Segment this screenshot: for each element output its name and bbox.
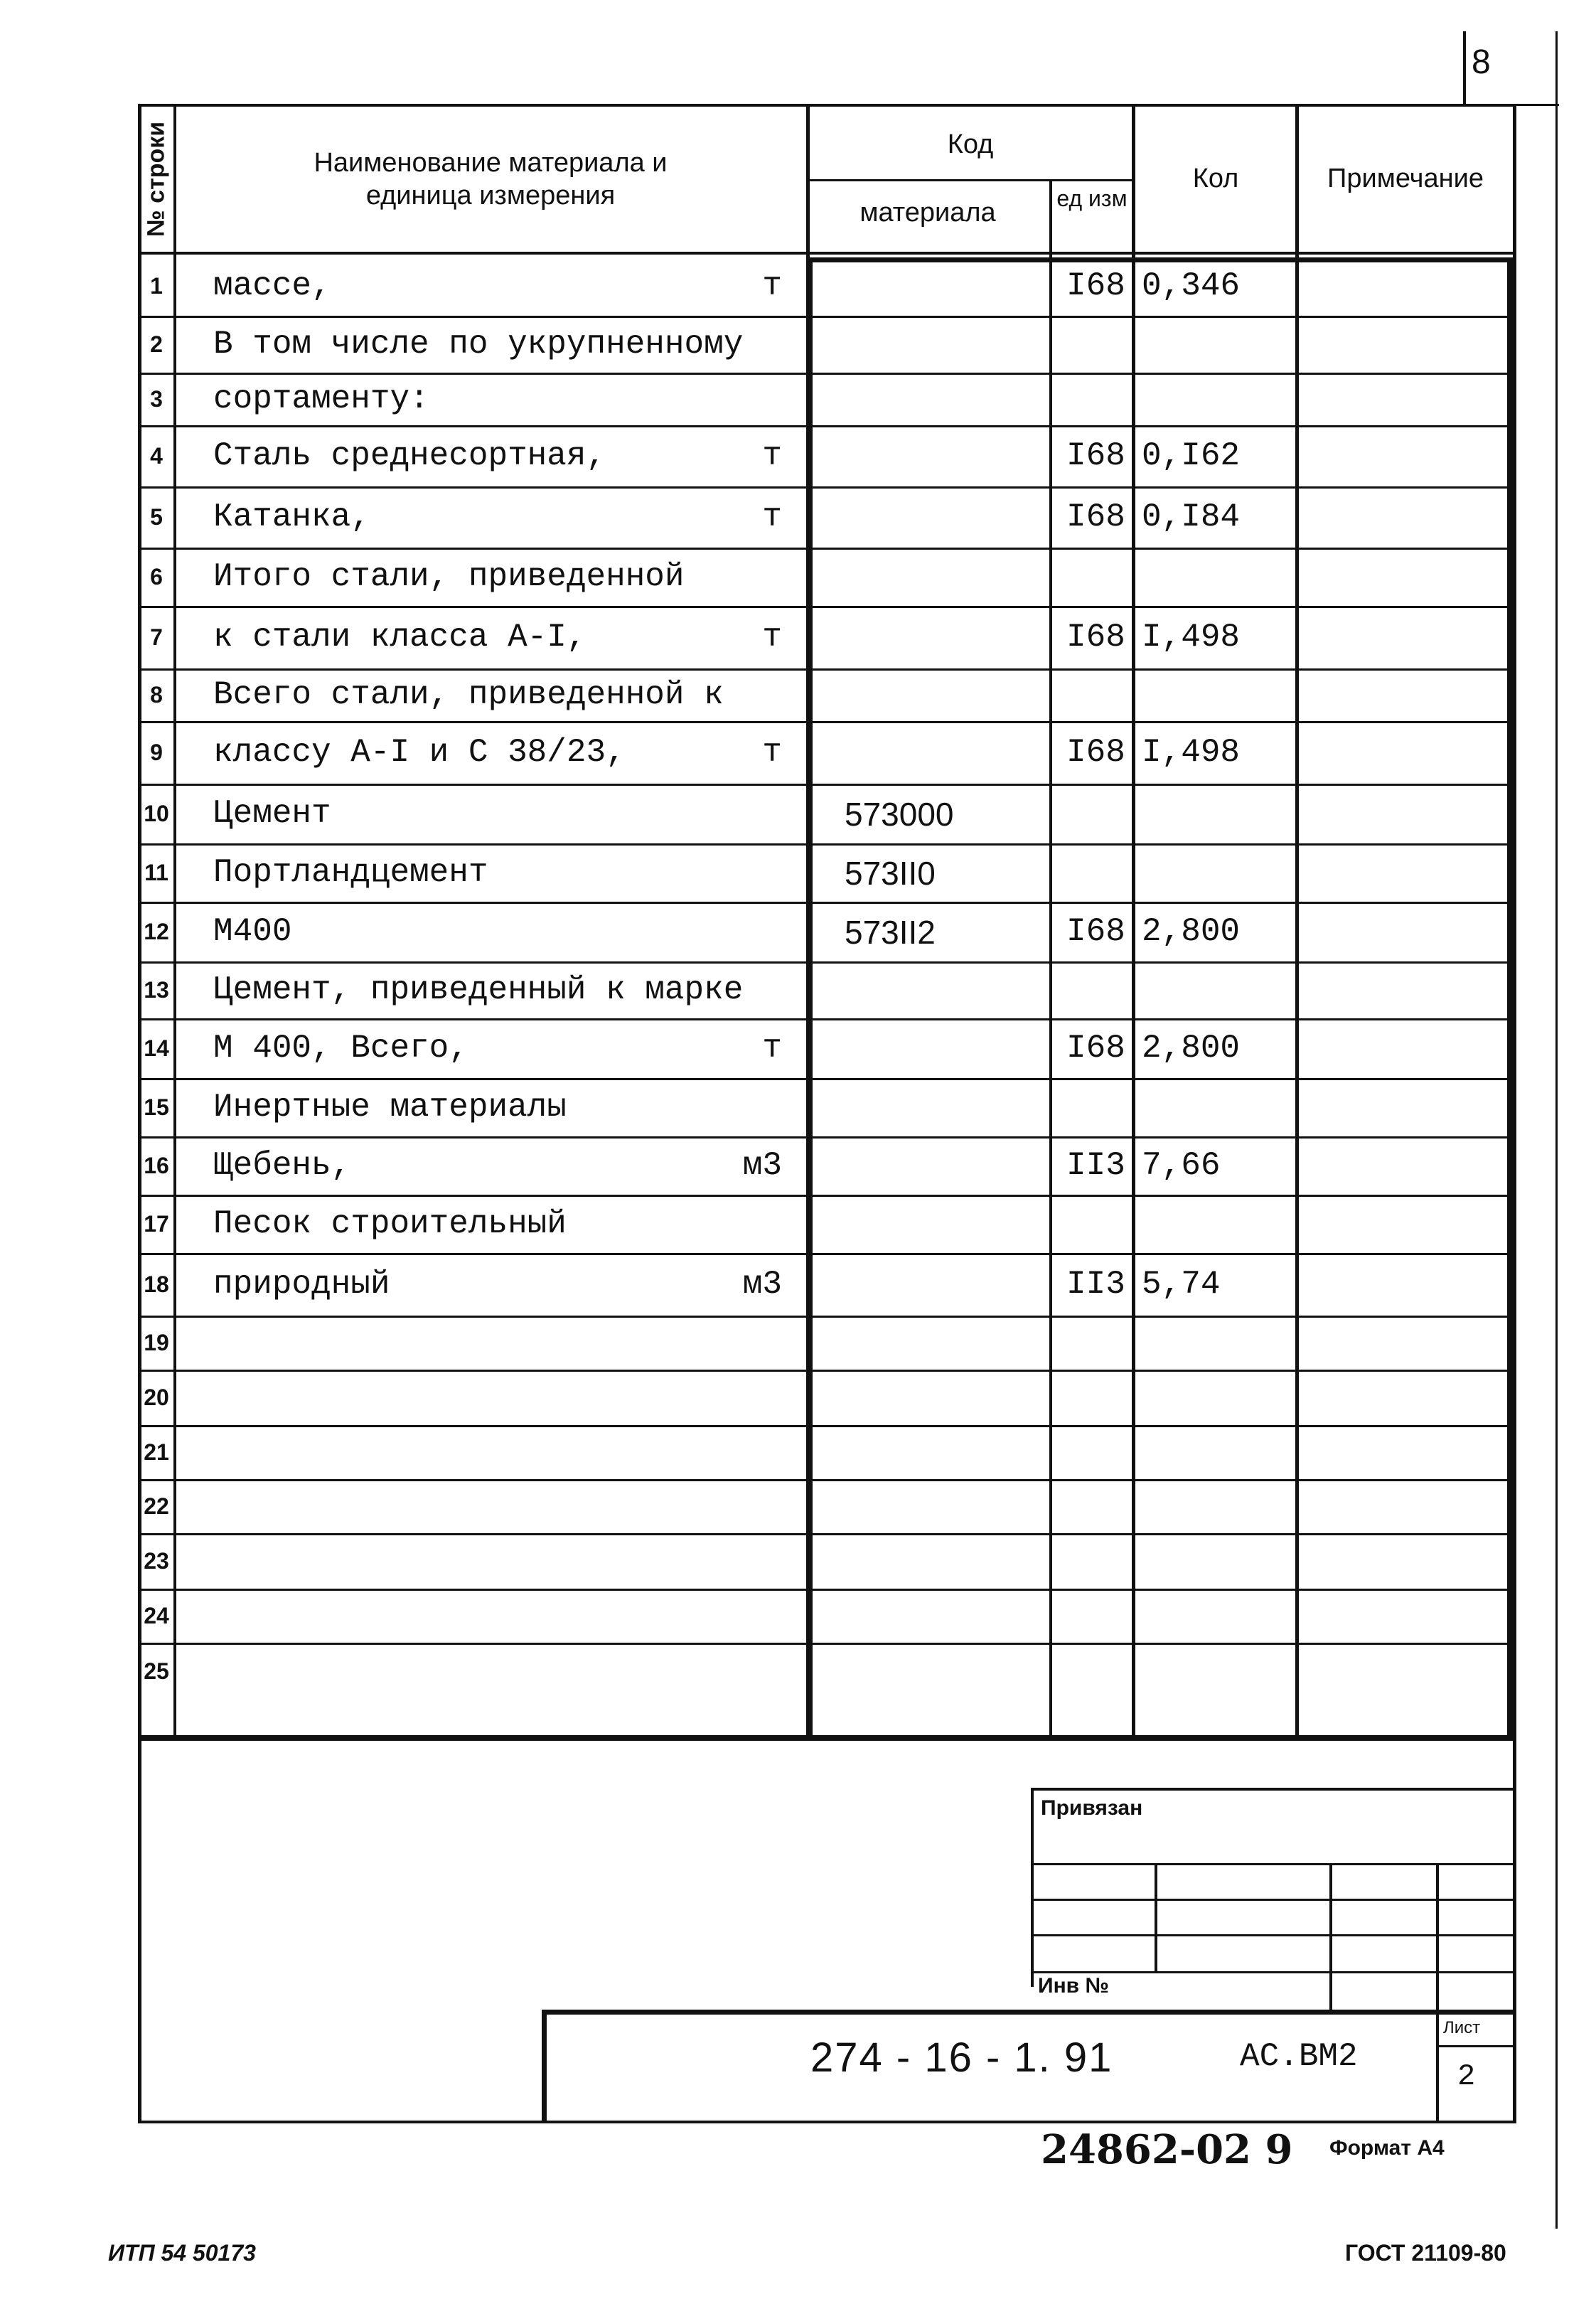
material-name: Портландцемент (213, 854, 488, 891)
row-number: 25 (144, 1658, 169, 1684)
unit-code: I68 (1066, 267, 1125, 304)
material-name: природный (213, 1266, 390, 1303)
unit-of-measure: т (762, 267, 782, 304)
row-number: 14 (144, 1035, 169, 1061)
material-name: к стали класса А-I, (213, 619, 587, 656)
row-divider (139, 1018, 1513, 1020)
frame-bottom (138, 2121, 1516, 2123)
material-code: 573II0 (845, 855, 936, 892)
format-label: Формат А4 (1329, 2136, 1445, 2160)
row-divider (139, 486, 1513, 489)
row-divider (139, 316, 1513, 318)
material-name: В том числе по укрупненному (213, 326, 744, 363)
material-code: 573II2 (845, 914, 936, 951)
table-bottom (138, 1735, 1516, 1741)
row-number: 9 (150, 740, 163, 765)
row-divider (139, 668, 1513, 671)
material-name: Итого стали, приведенной (213, 558, 685, 595)
unit-code: I68 (1066, 498, 1125, 535)
code-material-header: материала (859, 198, 996, 228)
unit-code: I68 (1066, 734, 1125, 771)
quantity: 0,346 (1142, 267, 1241, 304)
sheet-cell-divider (1436, 2045, 1514, 2047)
material-name: Инертные материалы (213, 1089, 567, 1126)
row-number: 20 (144, 1385, 169, 1410)
row-number: 4 (150, 443, 163, 469)
row-divider (139, 1589, 1513, 1591)
material-name: М400 (213, 913, 292, 950)
body-right-thick (1507, 257, 1514, 1741)
unit-code: II3 (1066, 1266, 1125, 1303)
material-code: 573000 (845, 796, 954, 833)
inv-no-label: Инв № (1038, 1974, 1109, 1998)
material-name: Песок строительный (213, 1205, 567, 1242)
quantity: 0,I62 (1142, 437, 1241, 474)
row-divider (139, 1195, 1513, 1197)
material-name: массе, (213, 267, 331, 304)
unit-of-measure: м3 (742, 1147, 782, 1184)
row-divider (139, 548, 1513, 550)
row-divider (139, 1370, 1513, 1372)
row-divider (139, 1533, 1513, 1535)
row-number: 8 (150, 682, 163, 708)
stamp-row-3 (1031, 1934, 1514, 1936)
quantity: I,498 (1142, 734, 1241, 771)
row-number: 16 (144, 1153, 169, 1178)
row-number: 12 (144, 919, 169, 944)
body-top-thick (806, 257, 1516, 262)
row-number: 10 (144, 801, 169, 826)
document-number: 274 - 16 - 1. 91 (810, 2035, 1113, 2081)
row-number: 19 (144, 1330, 169, 1355)
note-header: Примечание (1327, 164, 1484, 193)
row-number: 1 (150, 273, 163, 299)
code-unit-header: ед изм (1056, 186, 1128, 211)
stamp-outer-left (1031, 1788, 1034, 1987)
row-divider (139, 1253, 1513, 1255)
row-divider (139, 843, 1513, 846)
row-divider (139, 1078, 1513, 1080)
row-number: 24 (144, 1603, 169, 1628)
row-divider (139, 1425, 1513, 1427)
title-block-left (542, 2010, 547, 2123)
row-number: 15 (144, 1094, 169, 1120)
material-name: Цемент, приведенный к марке (213, 971, 744, 1008)
unit-code: I68 (1066, 1030, 1125, 1067)
sheet-label: Лист (1443, 2018, 1481, 2037)
gost-label: ГОСТ 21109-80 (1345, 2240, 1506, 2266)
body-left-thick (806, 257, 813, 1741)
privyazan-label: Привязан (1041, 1796, 1143, 1820)
row-number: 3 (150, 386, 163, 412)
unit-of-measure: т (762, 498, 782, 535)
stamp-col-3 (1436, 1863, 1439, 2121)
row-divider (139, 373, 1513, 375)
row-number: 22 (144, 1493, 169, 1519)
col-div-unit (1132, 104, 1135, 1741)
row-number: 18 (144, 1271, 169, 1297)
material-name: сортаменту: (213, 380, 429, 417)
row-number: 7 (150, 624, 163, 650)
row-number: 6 (150, 564, 163, 590)
stamp-row-1 (1031, 1863, 1514, 1865)
row-number: 5 (150, 504, 163, 530)
left-footer-code: ИТП 54 50173 (108, 2240, 256, 2266)
sheet-number: 2 (1457, 2059, 1476, 2094)
row-divider (139, 425, 1513, 427)
code-column-header: Код (947, 129, 994, 159)
handwritten-number: 24862-02 9 (1041, 2126, 1293, 2173)
frame-top (138, 104, 1516, 107)
row-divider (139, 902, 1513, 904)
unit-code: II3 (1066, 1147, 1125, 1184)
material-name: М 400, Всего, (213, 1030, 468, 1067)
quantity: I,498 (1142, 619, 1241, 656)
col-div-code (1049, 179, 1052, 1741)
row-divider (139, 961, 1513, 964)
material-name: классу А-I и С 38/23, (213, 734, 626, 771)
unit-code: I68 (1066, 913, 1125, 950)
material-name: Цемент (213, 795, 331, 832)
header-code-split (806, 179, 1135, 181)
header-bottom (138, 252, 1516, 255)
row-number: 17 (144, 1211, 169, 1237)
quantity: 0,I84 (1142, 498, 1241, 535)
unit-code: I68 (1066, 619, 1125, 656)
row-divider (139, 784, 1513, 786)
page-number-divider (1463, 31, 1466, 105)
quantity: 7,66 (1142, 1147, 1221, 1184)
unit-of-measure: т (762, 619, 782, 656)
stamp-col-1 (1155, 1863, 1157, 1973)
quantity: 2,800 (1142, 913, 1241, 950)
material-name: Сталь среднесортная, (213, 437, 606, 474)
col-div-qty (1295, 104, 1299, 1741)
page-number: 8 (1472, 43, 1491, 81)
row-divider (139, 721, 1513, 723)
stamp-row-4 (1031, 1971, 1514, 1973)
row-divider (139, 1136, 1513, 1138)
material-name: Катанка, (213, 498, 370, 535)
stamp-row-2 (1031, 1899, 1514, 1901)
unit-of-measure: т (762, 734, 782, 771)
right-edge-line (1555, 31, 1558, 2229)
quantity-header: Кол (1192, 164, 1239, 193)
unit-of-measure: т (762, 1030, 782, 1067)
quantity: 2,800 (1142, 1030, 1241, 1067)
stamp-col-2 (1329, 1863, 1332, 2012)
title-block-top (542, 2010, 1516, 2015)
row-number: 2 (150, 331, 163, 357)
row-divider (139, 1316, 1513, 1318)
row-divider (139, 606, 1513, 608)
row-number: 13 (144, 977, 169, 1003)
document-code: АС.ВМ2 (1240, 2038, 1358, 2075)
col-div-rownum (173, 104, 176, 1741)
row-number: 11 (144, 860, 168, 885)
stamp-outer-top (1031, 1788, 1514, 1791)
row-divider (139, 1643, 1513, 1645)
row-number-header: № строки (142, 121, 170, 238)
material-name: Всего стали, приведенной к (213, 676, 724, 713)
row-divider (139, 1479, 1513, 1481)
name-column-header: Наименование материала и единица измерения (314, 148, 668, 210)
quantity: 5,74 (1142, 1266, 1221, 1303)
material-name: Щебень, (213, 1147, 351, 1184)
unit-code: I68 (1066, 437, 1125, 474)
row-number: 21 (144, 1439, 169, 1465)
unit-of-measure: т (762, 437, 782, 474)
row-number: 23 (144, 1548, 169, 1574)
unit-of-measure: м3 (742, 1266, 782, 1303)
